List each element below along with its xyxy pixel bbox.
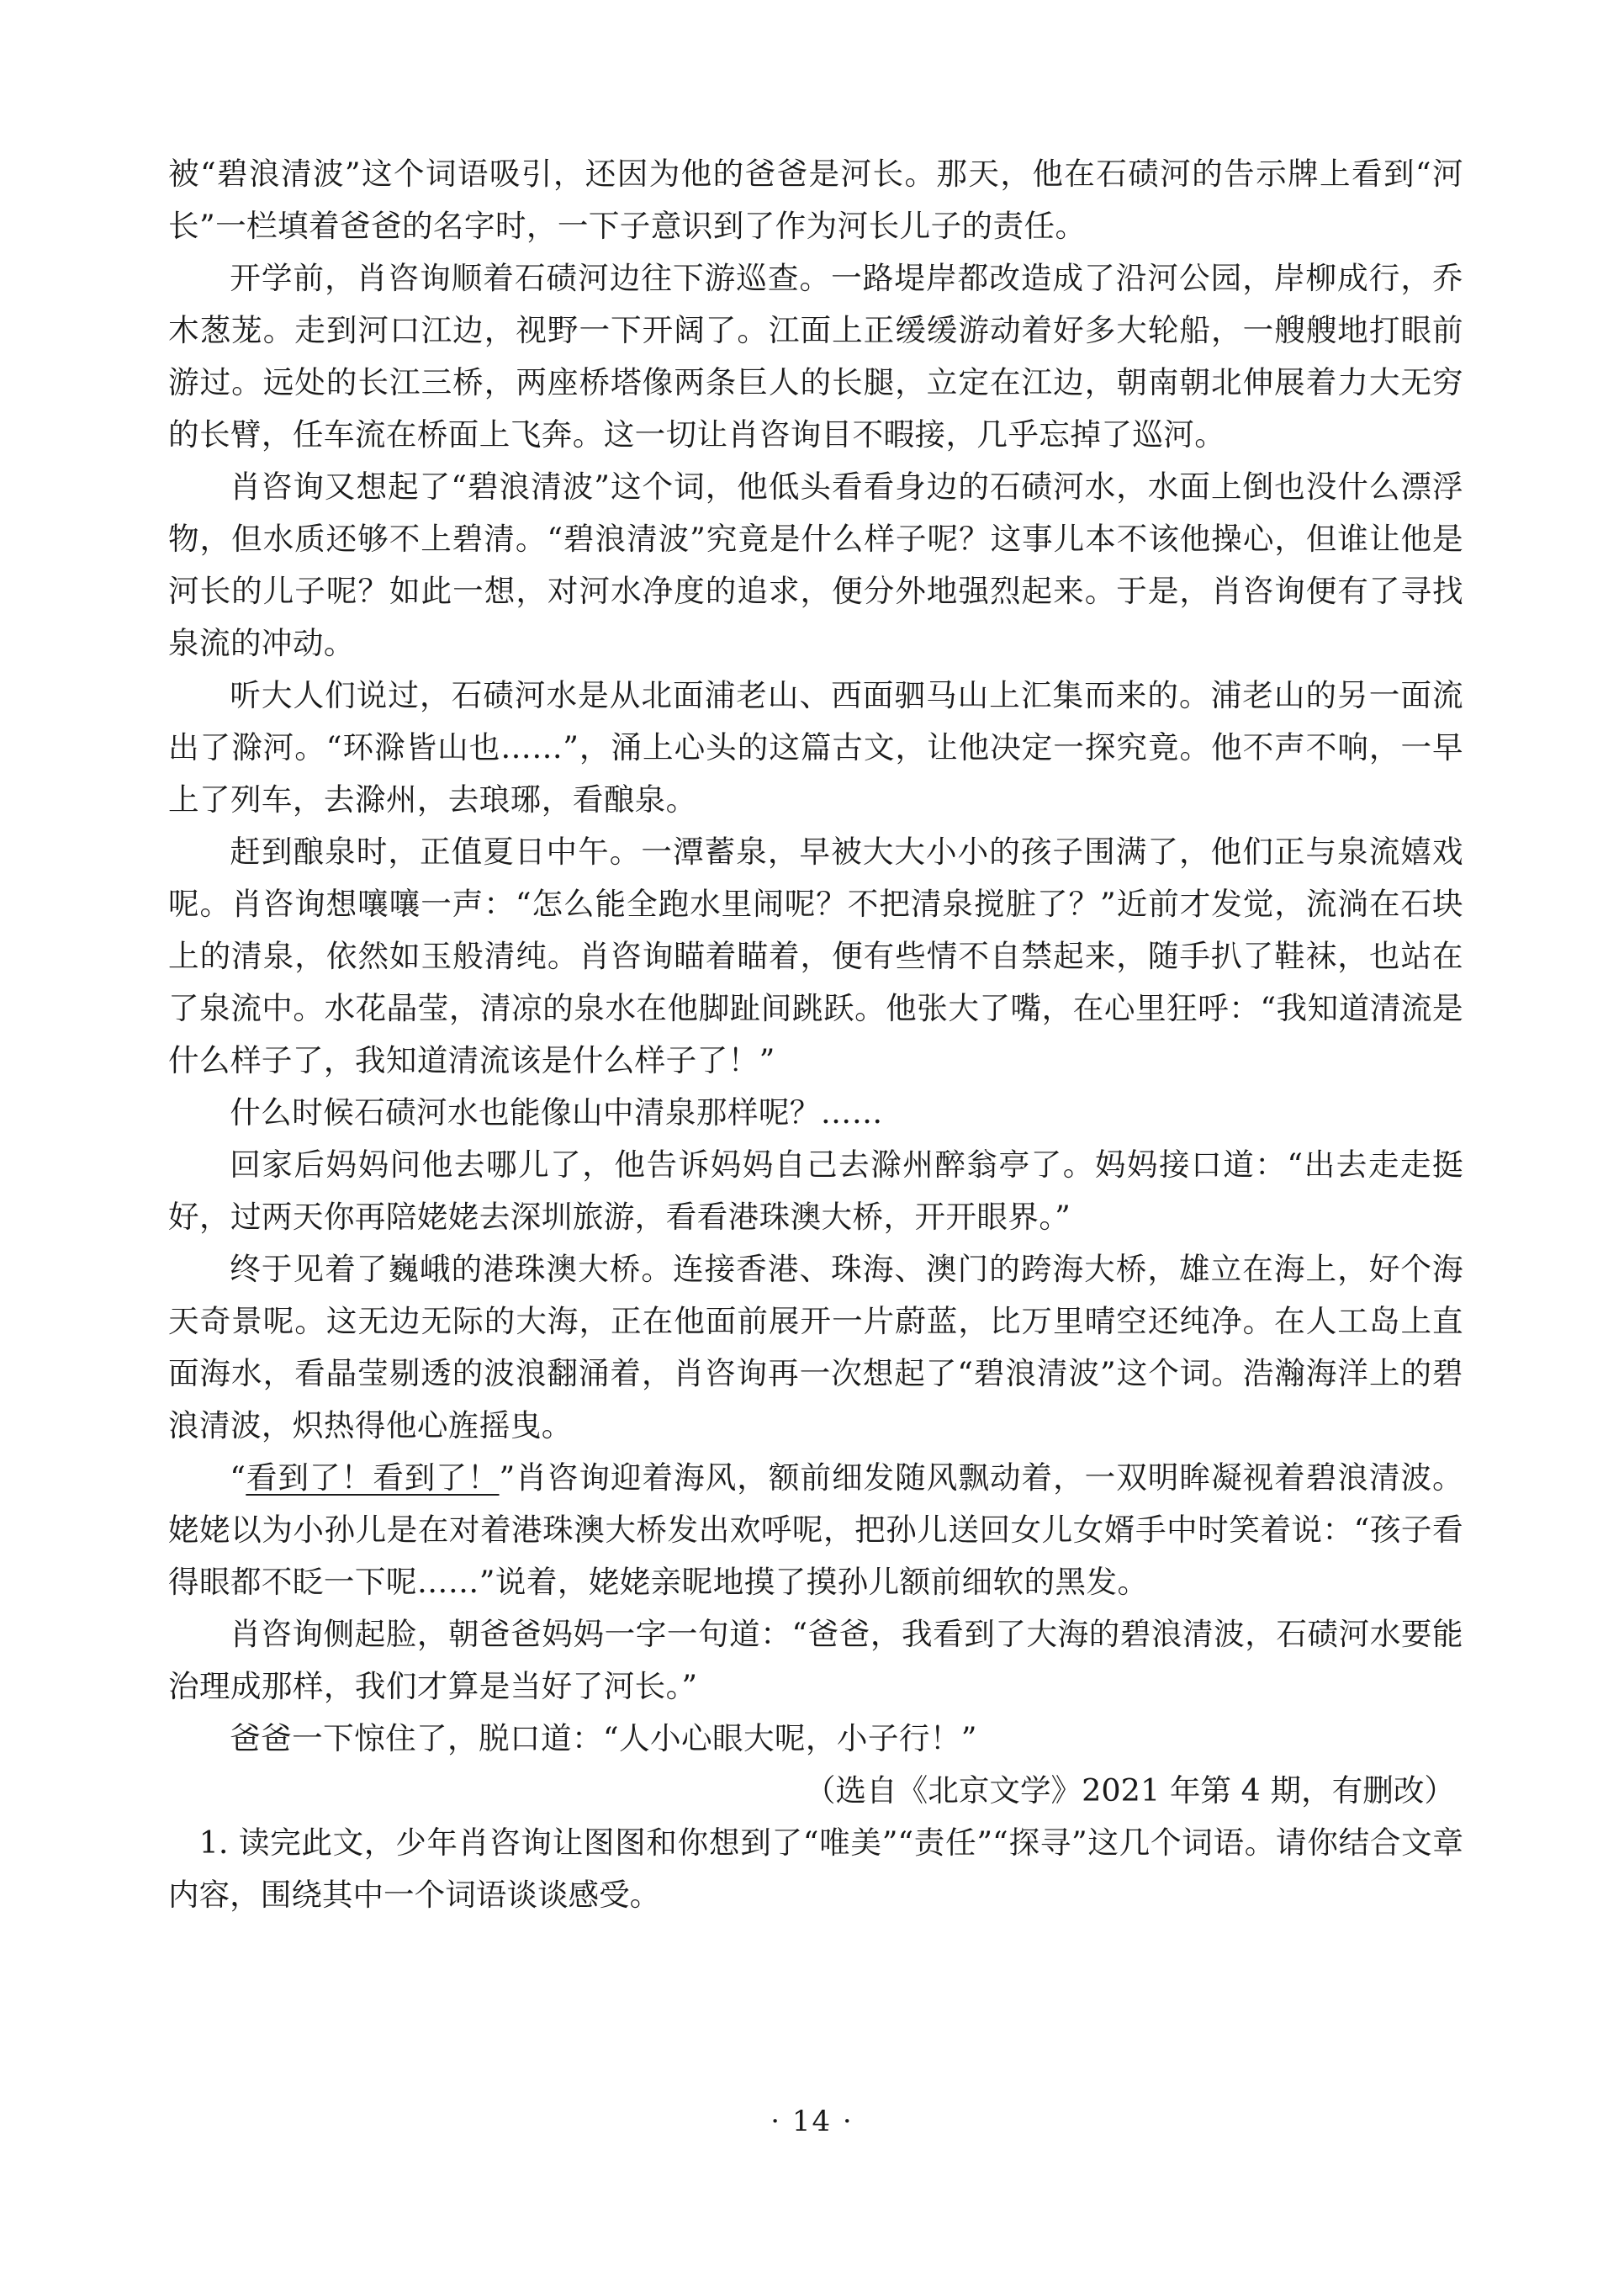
paragraph-6: 什么时候石碛河水也能像山中清泉那样呢？…… xyxy=(230,1094,883,1131)
paragraph-8: 终于见着了巍峨的港珠澳大桥。连接香港、珠海、澳门的跨海大桥，雄立在海上，好个海天奇景呢。这无边无际的大海，正在他面前展开一片蔚蓝，比万里晴空还纯净。在人工岛上直面海水，看晶莹剔透的波浪翻涌着，肖咨询再一次想起了“碧浪清波”这个词。浩瀚海洋上的碧浪清波，炽热得他心旌摇曳。 xyxy=(168,1251,1463,1443)
paragraph-1: 被“碧浪清波”这个词语吸引，还因为他的爸爸是河长。那天，他在石碛河的告示牌上看到“河长”一栏填着爸爸的名字时，一下子意识到了作为河长儿子的责任。 xyxy=(168,156,1463,244)
paragraph-4: 听大人们说过，石碛河水是从北面浦老山、西面驷马山上汇集而来的。浦老山的另一面流出了滁河。“环滁皆山也……”，涌上心头的这篇古文，让他决定一探究竟。他不声不响，一早上了列车，去滁州，去琅琊，看酿泉。 xyxy=(168,677,1463,818)
paragraph-11: 爸爸一下惊住了，脱口道：“人小心眼大呢，小子行！” xyxy=(230,1720,977,1756)
paragraph-9-rest: ”肖咨询迎着海风，额前细发随风飘动着，一双明眸凝视着碧浪清波。姥姥以为小孙儿是在对着港珠澳大桥发出欢呼呢，把孙儿送回女儿女婿手中时笑着说：“孩子看得眼都不眨一下呢……”说着，姥姥亲昵地摸了摸孙儿额前细软的黑发。 xyxy=(168,1459,1463,1600)
underlined-phrase: 看到了！看到了！ xyxy=(246,1459,500,1496)
source-citation: （选自《北京文学》2021 年第 4 期，有删改） xyxy=(804,1772,1455,1809)
paragraph-5: 赶到酿泉时，正值夏日中午。一潭蓄泉，早被大大小小的孩子围满了，他们正与泉流嬉戏呢。肖咨询想嚷嚷一声：“怎么能全跑水里闹呢？不把清泉搅脏了？”近前才发觉，流淌在石块上的清泉，依然如玉般清纯。肖咨询瞄着瞄着，便有些情不自禁起来，随手扒了鞋袜，也站在了泉流中。水花晶莹，清凉的泉水在他脚趾间跳跃。他张大了嘴，在心里狂呼：“我知道清流是什么样子了，我知道清流该是什么样子了！” xyxy=(168,834,1463,1078)
paragraph-9 xyxy=(168,1452,1463,1608)
page-number: · 14 · xyxy=(770,2105,854,2138)
paragraph-2: 开学前，肖咨询顺着石碛河边往下游巡查。一路堤岸都改造成了沿河公园，岸柳成行，乔木葱茏。走到河口江边，视野一下开阔了。江面上正缓缓游动着好多大轮船，一艘艘地打眼前游过。远处的长江三桥，两座桥塔像两条巨人的长腿，立定在江边，朝南朝北伸展着力大无穷的长臂，任车流在桥面上飞奔。这一切让肖咨询目不暇接，几乎忘掉了巡河。 xyxy=(168,260,1463,453)
paragraph-10: 肖咨询侧起脸，朝爸爸妈妈一字一句道：“爸爸，我看到了大海的碧浪清波，石碛河水要能治理成那样，我们才算是当好了河长。” xyxy=(168,1616,1463,1704)
article-body xyxy=(168,148,1463,1921)
paragraph-3: 肖咨询又想起了“碧浪清波”这个词，他低头看看身边的石碛河水，水面上倒也没什么漂浮物，但水质还够不上碧清。“碧浪清波”究竟是什么样子呢？这事儿本不该他操心，但谁让他是河长的儿子呢？如此一想，对河水净度的追求，便分外地强烈起来。于是，肖咨询便有了寻找泉流的冲动。 xyxy=(168,469,1463,661)
question-1: 1. 读完此文，少年肖咨询让图图和你想到了“唯美”“责任”“探寻”这几个词语。请你结合文章内容，围绕其中一个词语谈谈感受。 xyxy=(168,1824,1463,1913)
paragraph-7: 回家后妈妈问他去哪儿了，他告诉妈妈自己去滁州醉翁亭了。妈妈接口道：“出去走走挺好，过两天你再陪姥姥去深圳旅游，看看港珠澳大桥，开开眼界。” xyxy=(168,1147,1463,1235)
quote-open: “ xyxy=(230,1459,246,1496)
